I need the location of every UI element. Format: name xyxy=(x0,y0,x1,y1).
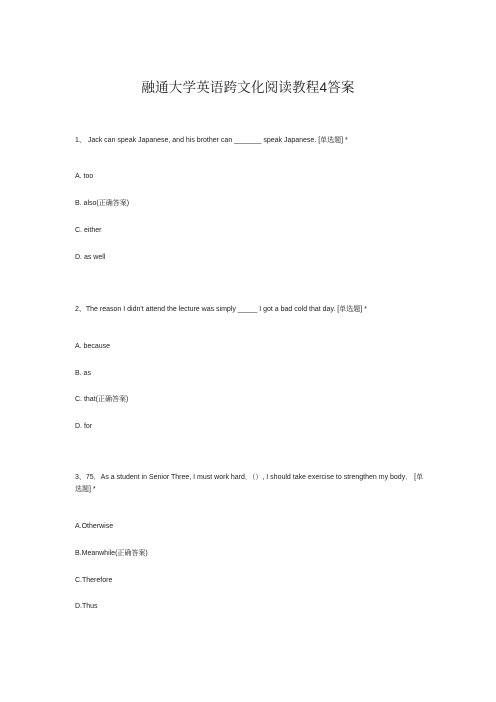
question-1-option-d: D. as well xyxy=(75,254,106,261)
question-1-stem: 1、 Jack can speak Japanese, and his brother can _______ speak Japanese. [单选题] * xyxy=(75,137,348,144)
question-2-option-d: D. for xyxy=(75,423,93,430)
question-3-option-c: C.Therefore xyxy=(75,577,113,584)
question-3-stem: 3、75．As a student in Senior Three, I must work hard．（）, I should take exercise to strengthen my body． [单选题] * xyxy=(75,474,424,493)
question-3-option-d: D.Thus xyxy=(75,603,98,610)
question-2-option-b: B. as xyxy=(75,370,91,377)
question-3-option-b: B.Meanwhile(正确答案) xyxy=(75,550,148,557)
question-2-stem: 2、The reason I didn't attend the lecture was simply _____ I got a bad cold that day. [单选题] * xyxy=(75,306,367,313)
question-1-option-c: C. either xyxy=(75,227,102,234)
document-title: 融通大学英语跨文化阅读教程4答案 xyxy=(141,80,355,95)
question-1-option-b: B. also(正确答案) xyxy=(75,200,130,207)
question-3-option-a: A.Otherwise xyxy=(75,523,114,530)
question-1-option-a: A. too xyxy=(75,173,94,180)
question-2-option-a: A. because xyxy=(75,343,111,350)
question-2-option-c: C. that(正确答案) xyxy=(75,396,129,403)
